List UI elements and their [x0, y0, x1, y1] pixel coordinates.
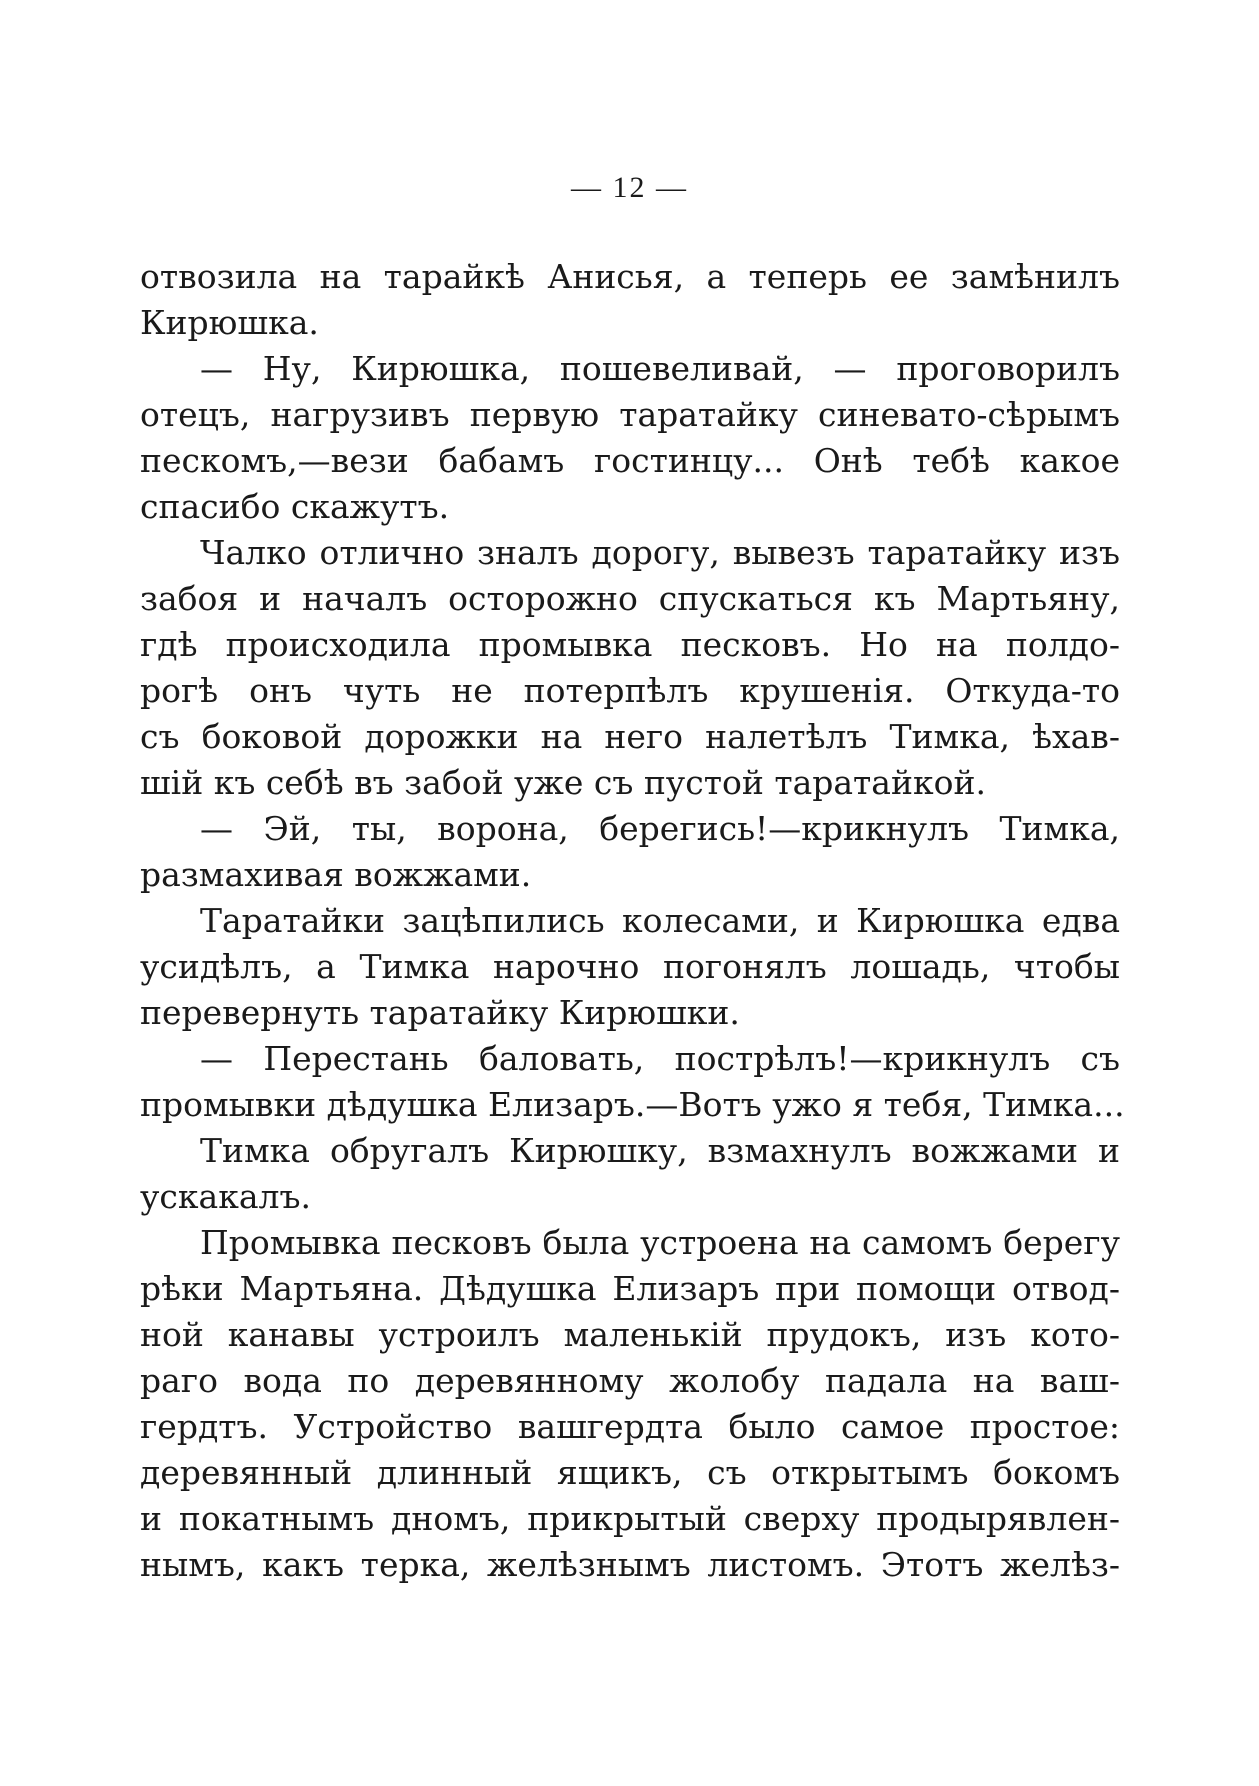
text-line: отвозила на тарайкѣ Анисья, а теперь ее замѣнилъ: [140, 257, 1120, 296]
text-line: ной канавы устроилъ маленькій прудокъ, изъ кото-: [140, 1315, 1120, 1354]
text-line: рѣки Мартьяна. Дѣдушка Елизаръ при помощи отвод-: [140, 1269, 1120, 1308]
text-line: съ боковой дорожки на него налетѣлъ Тимка, ѣхав-: [140, 717, 1120, 756]
text-line: рогѣ онъ чуть не потерпѣлъ крушенія. Откуда-то: [140, 671, 1120, 710]
page-number: — 12 —: [571, 171, 688, 204]
text-line: Кирюшка.: [140, 303, 319, 342]
text-line: забоя и началъ осторожно спускаться къ Мартьяну,: [140, 579, 1120, 618]
text-line: перевернуть таратайку Кирюшки.: [140, 993, 740, 1032]
text-line: шій къ себѣ въ забой уже съ пустой таратайкой.: [140, 763, 986, 802]
text-line: Чалко отлично зналъ дорогу, вывезъ таратайку изъ: [200, 533, 1120, 572]
text-line: ускакалъ.: [140, 1177, 311, 1216]
text-line: гердтъ. Устройство вашгердта было самое простое:: [140, 1407, 1120, 1446]
text-line: — Ну, Кирюшка, пошевеливай, — проговорилъ: [200, 349, 1120, 388]
text-line: пескомъ,—вези бабамъ гостинцу... Онѣ тебѣ какое: [140, 441, 1120, 480]
text-line: — Эй, ты, ворона, берегись!—крикнулъ Тимка,: [200, 809, 1120, 848]
text-line: промывки дѣдушка Елизаръ.—Вотъ ужо я тебя, Тимка...: [140, 1085, 1125, 1124]
text-line: гдѣ происходила промывка песковъ. Но на полдо-: [140, 625, 1120, 664]
text-line: Тимка обругалъ Кирюшку, взмахнулъ вожжами и: [200, 1131, 1120, 1170]
text-line: раго вода по деревянному жолобу падала на ваш-: [140, 1361, 1120, 1400]
text-line: спасибо скажутъ.: [140, 487, 450, 526]
text-line: усидѣлъ, а Тимка нарочно погонялъ лошадь, чтобы: [140, 947, 1120, 986]
text-line: и покатнымъ дномъ, прикрытый сверху продырявлен-: [140, 1499, 1120, 1538]
text-line: отецъ, нагрузивъ первую таратайку синевато-сѣрымъ: [140, 395, 1120, 434]
text-line: — Перестань баловать, пострѣлъ!—крикнулъ съ: [200, 1039, 1120, 1078]
text-line: деревянный длинный ящикъ, съ открытымъ бокомъ: [140, 1453, 1120, 1492]
text-line: Таратайки зацѣпились колесами, и Кирюшка едва: [200, 901, 1120, 940]
text-line: нымъ, какъ терка, желѣзнымъ листомъ. Этотъ желѣз-: [140, 1545, 1120, 1584]
body-text: [140, 254, 1125, 1588]
text-line: размахивая вожжами.: [140, 855, 532, 894]
text-line: Промывка песковъ была устроена на самомъ берегу: [200, 1223, 1120, 1262]
